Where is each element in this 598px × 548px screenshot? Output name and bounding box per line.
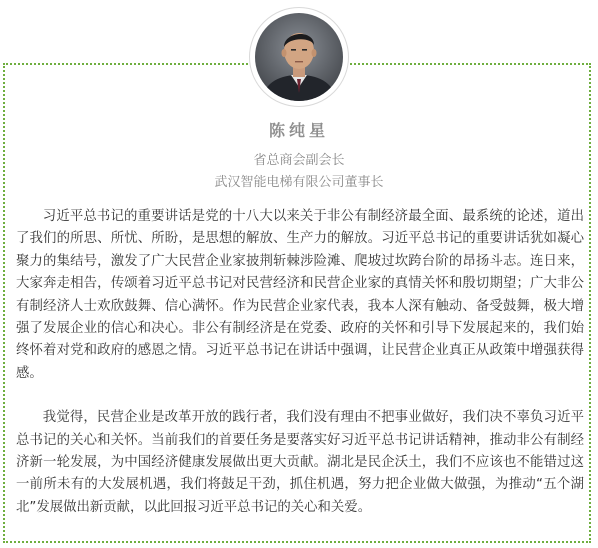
article-paragraph-2: 我觉得，民营企业是改革开放的践行者，我们没有理由不把事业做好，我们决不辜负习近平总书记的关心和关怀。当前我们的首要任务是要落实好习近平总书记讲话精神，推动非公有制经济新一轮发展，为中国经济健康发展做出更大贡献。湖北是民企沃土，我们不应该也不能错过这一前所未有的大发展机遇，我们将鼓足干劲，抓住机遇，努力把企业做大做强，为推动“五个湖北”发展做出新贡献，以此回报习近平总书记的关心和关爱。 [16,410,584,515]
article-paragraph-1: 习近平总书记的重要讲话是党的十八大以来关于非公有制经济最全面、最系统的论述，道出了我们的所思、所忧、所盼，是思想的解放、生产力的解放。习近平总书记的重要讲话犹如凝心聚力的集结号，激发了广大民营企业家披荆斩棘涉险滩、爬坡过坎跨台阶的昂扬斗志。连日来，大家奔走相告，传颂着习近平总书记对民营经济和民营企业家的真情关怀和殷切期望；广大非公有制经济人士欢欣鼓舞、信心满怀。作为民营企业家代表，我本人深有触动、备受鼓舞，极大增强了发展企业的信心和决心。非公有制经济是在党委、政府的关怀和引导下发展起来的，我们始终怀着对党和政府的感恩之情。习近平总书记在讲话中强调，让民营企业真正从政策中增强获得感。 [16,209,584,381]
person-title-primary: 省总商会副会长 [253,153,345,168]
article-body [16,206,584,519]
person-title-secondary: 武汉智能电梯有限公司董事长 [214,175,384,190]
avatar-frame [249,7,349,107]
avatar [255,13,343,101]
portrait-photo [255,13,343,101]
person-name: 陈纯星 [268,121,329,140]
